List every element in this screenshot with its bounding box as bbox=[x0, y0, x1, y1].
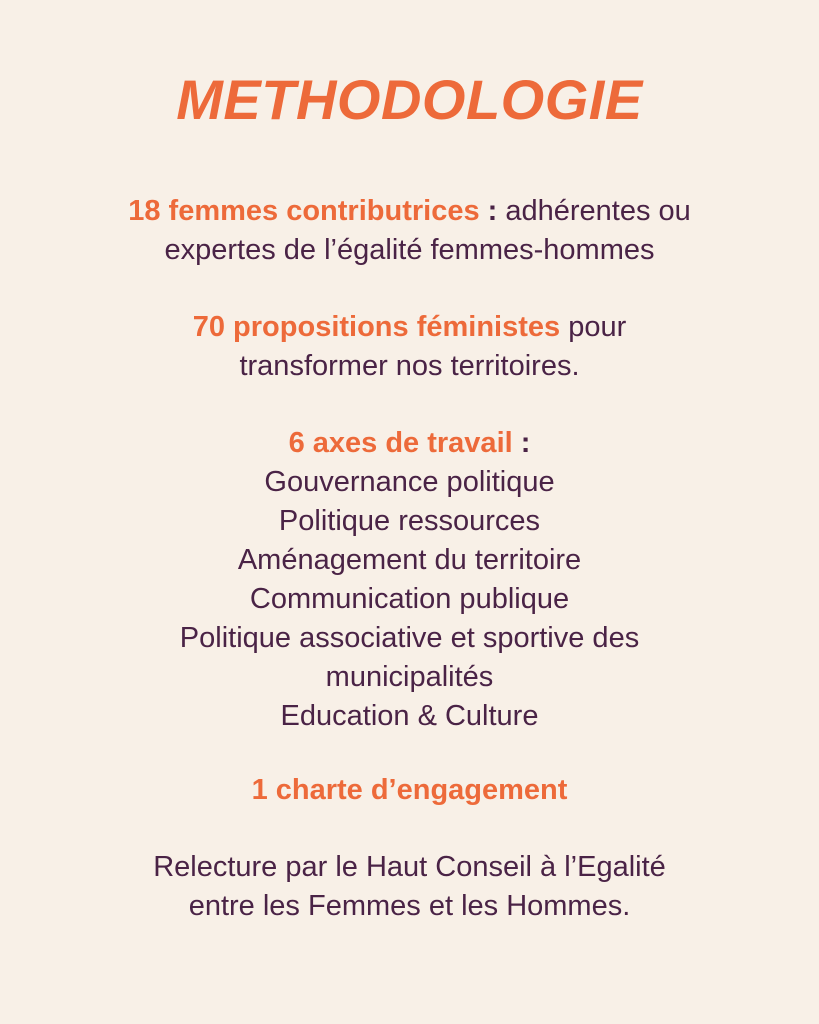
work-axes-section bbox=[0, 424, 819, 736]
proposals-section bbox=[0, 308, 819, 386]
review-section bbox=[0, 848, 819, 926]
contributors-text-2: expertes de l’égalité femmes-hommes bbox=[164, 234, 655, 266]
contributors-highlight: 18 femmes contributrices bbox=[128, 195, 480, 227]
proposals-highlight: 70 propositions féministes bbox=[192, 311, 561, 343]
work-axis-item: municipalités bbox=[325, 661, 494, 693]
contributors-separator: : bbox=[479, 195, 498, 227]
review-line-2: entre les Femmes et les Hommes. bbox=[188, 890, 631, 922]
work-axis-item: Aménagement du territoire bbox=[237, 544, 582, 576]
work-axes-separator: : bbox=[512, 427, 531, 459]
work-axis-item: Politique ressources bbox=[278, 505, 541, 537]
work-axis-item: Politique associative et sportive des bbox=[179, 622, 640, 654]
work-axes-heading bbox=[0, 424, 819, 463]
contributors-text-1: adhérentes ou bbox=[497, 195, 691, 227]
proposals-text-2: transformer nos territoires. bbox=[239, 350, 580, 382]
page-title: METHODOLOGIE bbox=[176, 68, 643, 131]
proposals-line-1 bbox=[0, 308, 819, 347]
proposals-text-1: pour bbox=[560, 311, 627, 343]
charter-highlight: 1 charte d’engagement bbox=[251, 774, 568, 806]
work-axis-item: Communication publique bbox=[249, 583, 570, 615]
work-axes-highlight: 6 axes de travail bbox=[288, 427, 513, 459]
work-axis-item: Education & Culture bbox=[280, 700, 539, 732]
work-axis-item: Gouvernance politique bbox=[264, 466, 555, 498]
charter-section bbox=[0, 771, 819, 810]
contributors-section bbox=[0, 192, 819, 270]
contributors-line-1 bbox=[0, 192, 819, 231]
review-line-1: Relecture par le Haut Conseil à l’Egalité bbox=[153, 851, 666, 883]
